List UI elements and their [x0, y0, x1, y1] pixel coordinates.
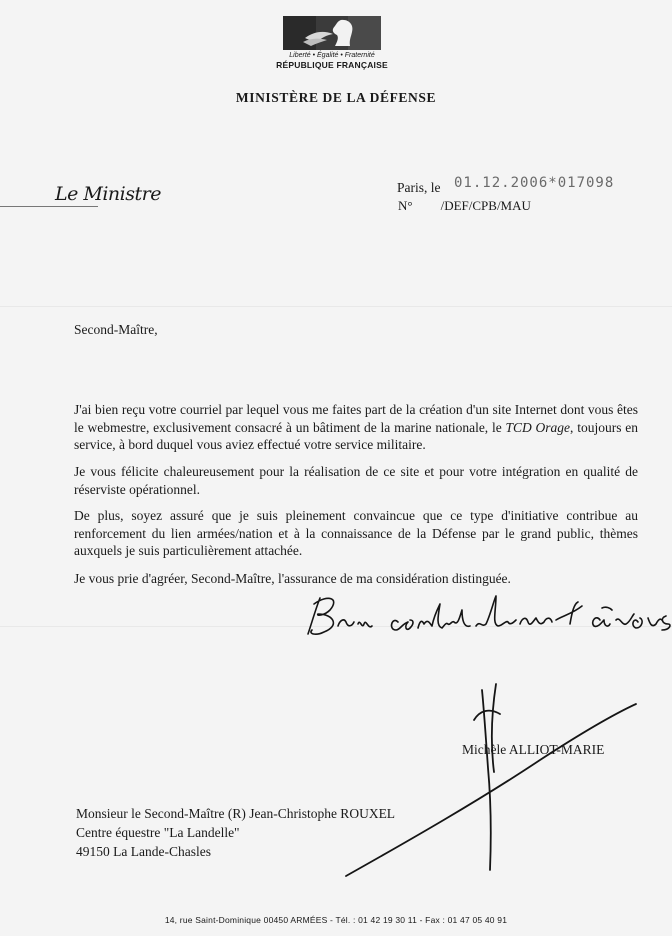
date-stamp: 01.12.2006*017098	[454, 175, 615, 191]
ministry-heading: MINISTÈRE DE LA DÉFENSE	[235, 90, 437, 105]
closing-formula: Je vous prie d'agréer, Second-Maître, l'assurance de ma considération distinguée.	[74, 571, 511, 586]
reference-prefix: N°	[398, 198, 413, 213]
paragraph-1	[74, 401, 638, 454]
republic-wordmark	[270, 51, 394, 71]
paragraph-1-start: J'ai bien reçu votre courriel par lequel vous me faites part de la création d'un site Internet dont vous êtes le webmestre, exclusivement consacré à un bâtiment de la marine nationale, le	[74, 402, 638, 435]
reference-line	[398, 198, 531, 214]
signer-name: Michèle ALLIOT-MARIE	[462, 742, 605, 757]
reference-code: /DEF/CPB/MAU	[440, 198, 531, 213]
paragraph-1-end: , toujours en service, à bord duquel vous aviez effectué votre service militaire.	[74, 419, 638, 452]
footer-address: 14, rue Saint-Dominique 00450 ARMÉES - Tél. : 01 42 19 30 11 - Fax : 01 47 05 40 91	[164, 915, 508, 925]
paper-fold	[0, 306, 672, 308]
paragraph-2: Je vous félicite chaleureusement pour la réalisation de ce site et pour votre intégration en qualité de réserviste opérationnel.	[74, 464, 638, 497]
recipient-city: 49150 La Lande-Chasles	[76, 844, 211, 859]
recipient-organization: Centre équestre "La Landelle"	[76, 825, 240, 840]
recipient-name: Monsieur le Second-Maître (R) Jean-Christophe ROUXEL	[76, 806, 396, 821]
handwritten-note	[300, 586, 672, 646]
marianne-logo	[283, 16, 381, 50]
republic-motto: Liberté • Égalité • Fraternité	[289, 52, 375, 59]
salutation: Second-Maître,	[74, 322, 158, 337]
place-label: Paris, le	[397, 180, 441, 195]
sender-title: Le Ministre	[55, 183, 161, 205]
sender-title-underline	[0, 206, 98, 207]
republic-name: RÉPUBLIQUE FRANÇAISE	[276, 60, 388, 70]
paragraph-3: De plus, soyez assuré que je suis pleinement convaincue que ce type d'initiative contribue au renforcement du lien armées/nation et à la connaissance de la Défense par le grand public, thèmes auxquels je suis particulièrement attachée.	[74, 508, 638, 558]
ship-name: TCD Orage	[505, 419, 571, 435]
signature	[340, 680, 640, 880]
